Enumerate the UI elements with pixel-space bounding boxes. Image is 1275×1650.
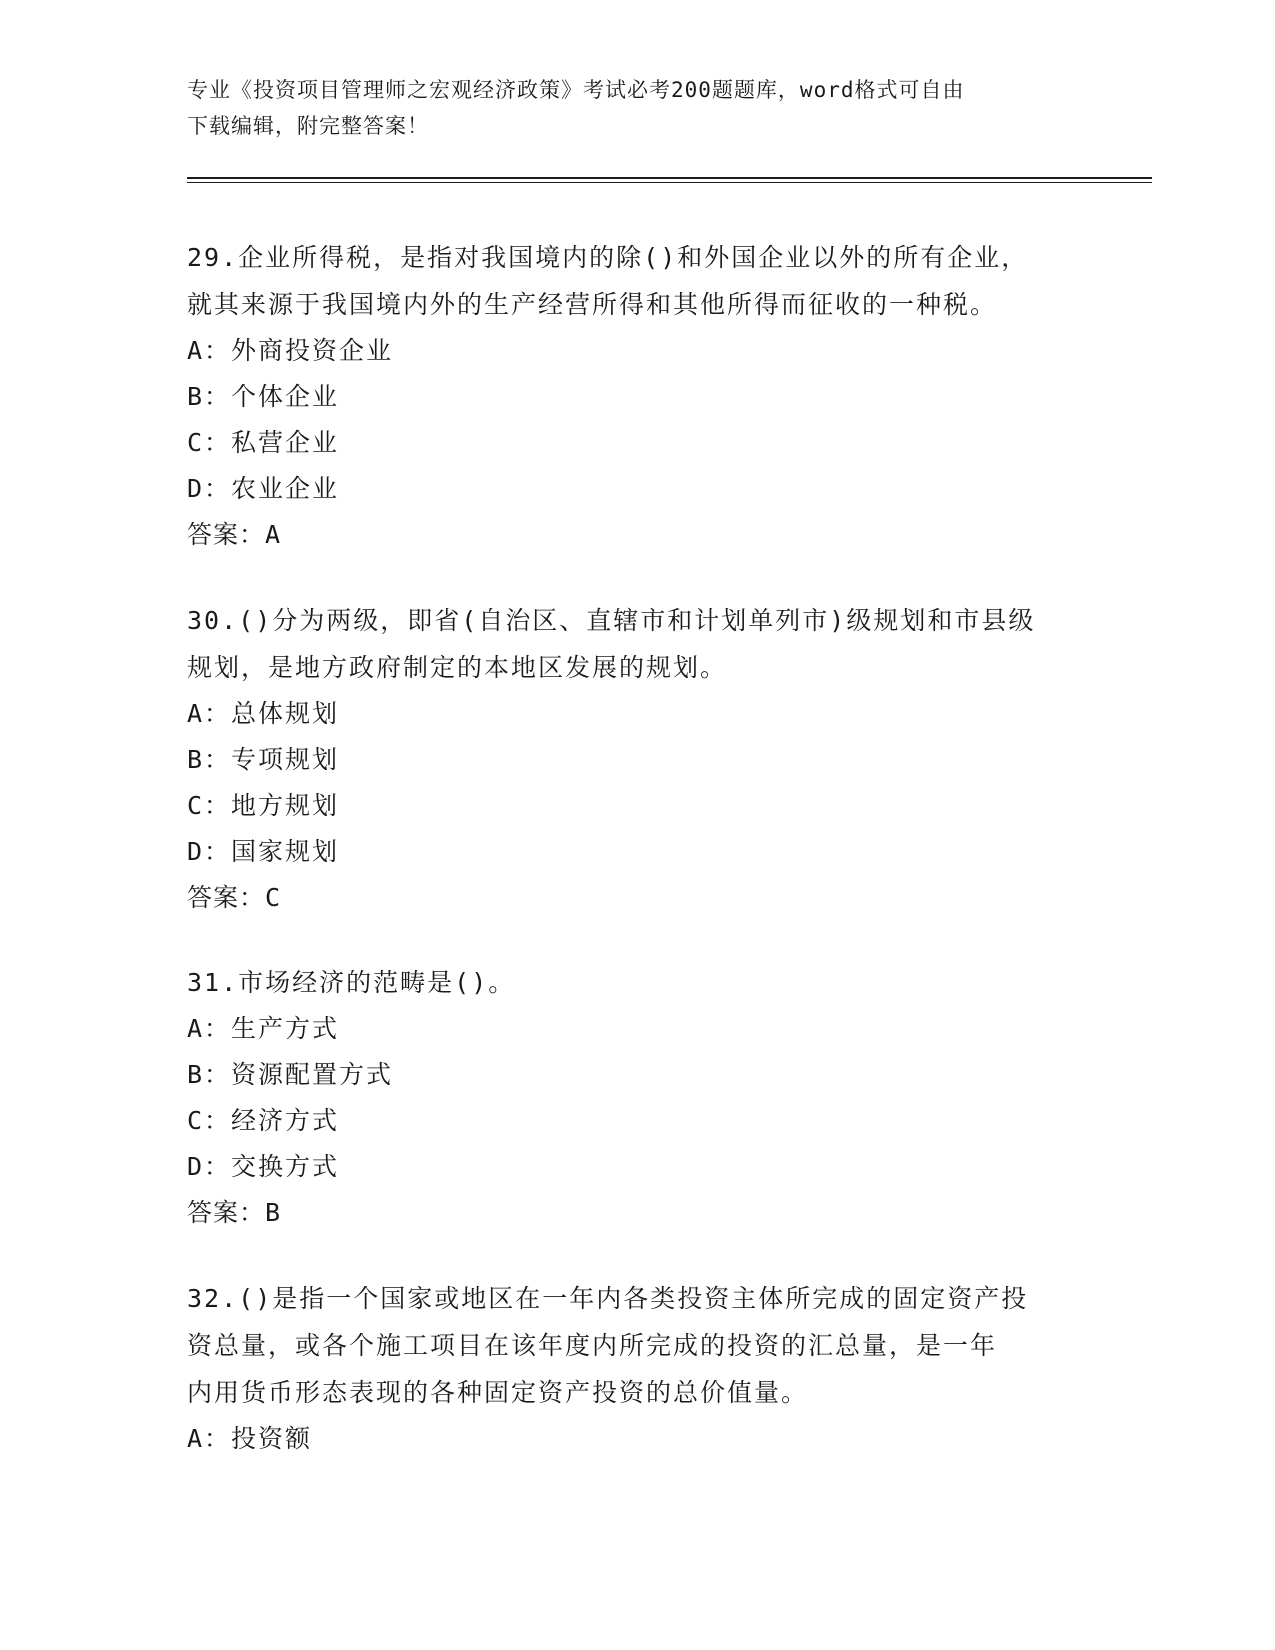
question-stem-line: 内用货币形态表现的各种固定资产投资的总价值量。 <box>187 1378 809 1407</box>
question-stem-line: 资总量，或各个施工项目在该年度内所完成的投资的汇总量，是一年 <box>187 1331 998 1360</box>
question-stem-line: 32.()是指一个国家或地区在一年内各类投资主体所完成的固定资产投 <box>187 1284 1029 1313</box>
document-header <box>187 72 1087 144</box>
question-stem-line: 30.()分为两级，即省(自治区、直辖市和计划单列市)级规划和市县级 <box>187 606 1036 635</box>
question-stem-line: 29.企业所得税，是指对我国境内的除()和外国企业以外的所有企业， <box>187 243 1029 272</box>
header-line-1: 专业《投资项目管理师之宏观经济政策》考试必考200题题库，word格式可自由 <box>187 78 965 102</box>
header-divider-thin <box>187 182 1152 183</box>
option-a: A：总体规划 <box>187 699 340 728</box>
option-c: C：经济方式 <box>187 1106 340 1135</box>
option-d: D：交换方式 <box>187 1152 340 1181</box>
header-divider-thick <box>187 177 1152 179</box>
option-d: D：农业企业 <box>187 474 340 503</box>
question-stem-line: 31.市场经济的范畴是()。 <box>187 968 516 997</box>
option-b: B：资源配置方式 <box>187 1060 394 1089</box>
question-stem-line: 就其来源于我国境内外的生产经营所得和其他所得而征收的一种税。 <box>187 290 998 319</box>
option-a: A：生产方式 <box>187 1014 340 1043</box>
option-a: A：投资额 <box>187 1424 313 1453</box>
option-c: C：地方规划 <box>187 791 340 820</box>
option-a: A：外商投资企业 <box>187 336 394 365</box>
question-stem-line: 规划，是地方政府制定的本地区发展的规划。 <box>187 653 728 682</box>
option-c: C：私营企业 <box>187 428 340 457</box>
answer: 答案：B <box>187 1198 282 1227</box>
header-line-2: 下载编辑，附完整答案！ <box>187 114 429 138</box>
option-b: B：个体企业 <box>187 382 340 411</box>
question-32 <box>187 1275 1087 1462</box>
answer: 答案：C <box>187 883 282 912</box>
option-b: B：专项规划 <box>187 745 340 774</box>
question-31 <box>187 959 1087 1236</box>
option-d: D：国家规划 <box>187 837 340 866</box>
question-30 <box>187 597 1087 921</box>
answer: 答案：A <box>187 520 282 549</box>
question-29 <box>187 234 1087 558</box>
